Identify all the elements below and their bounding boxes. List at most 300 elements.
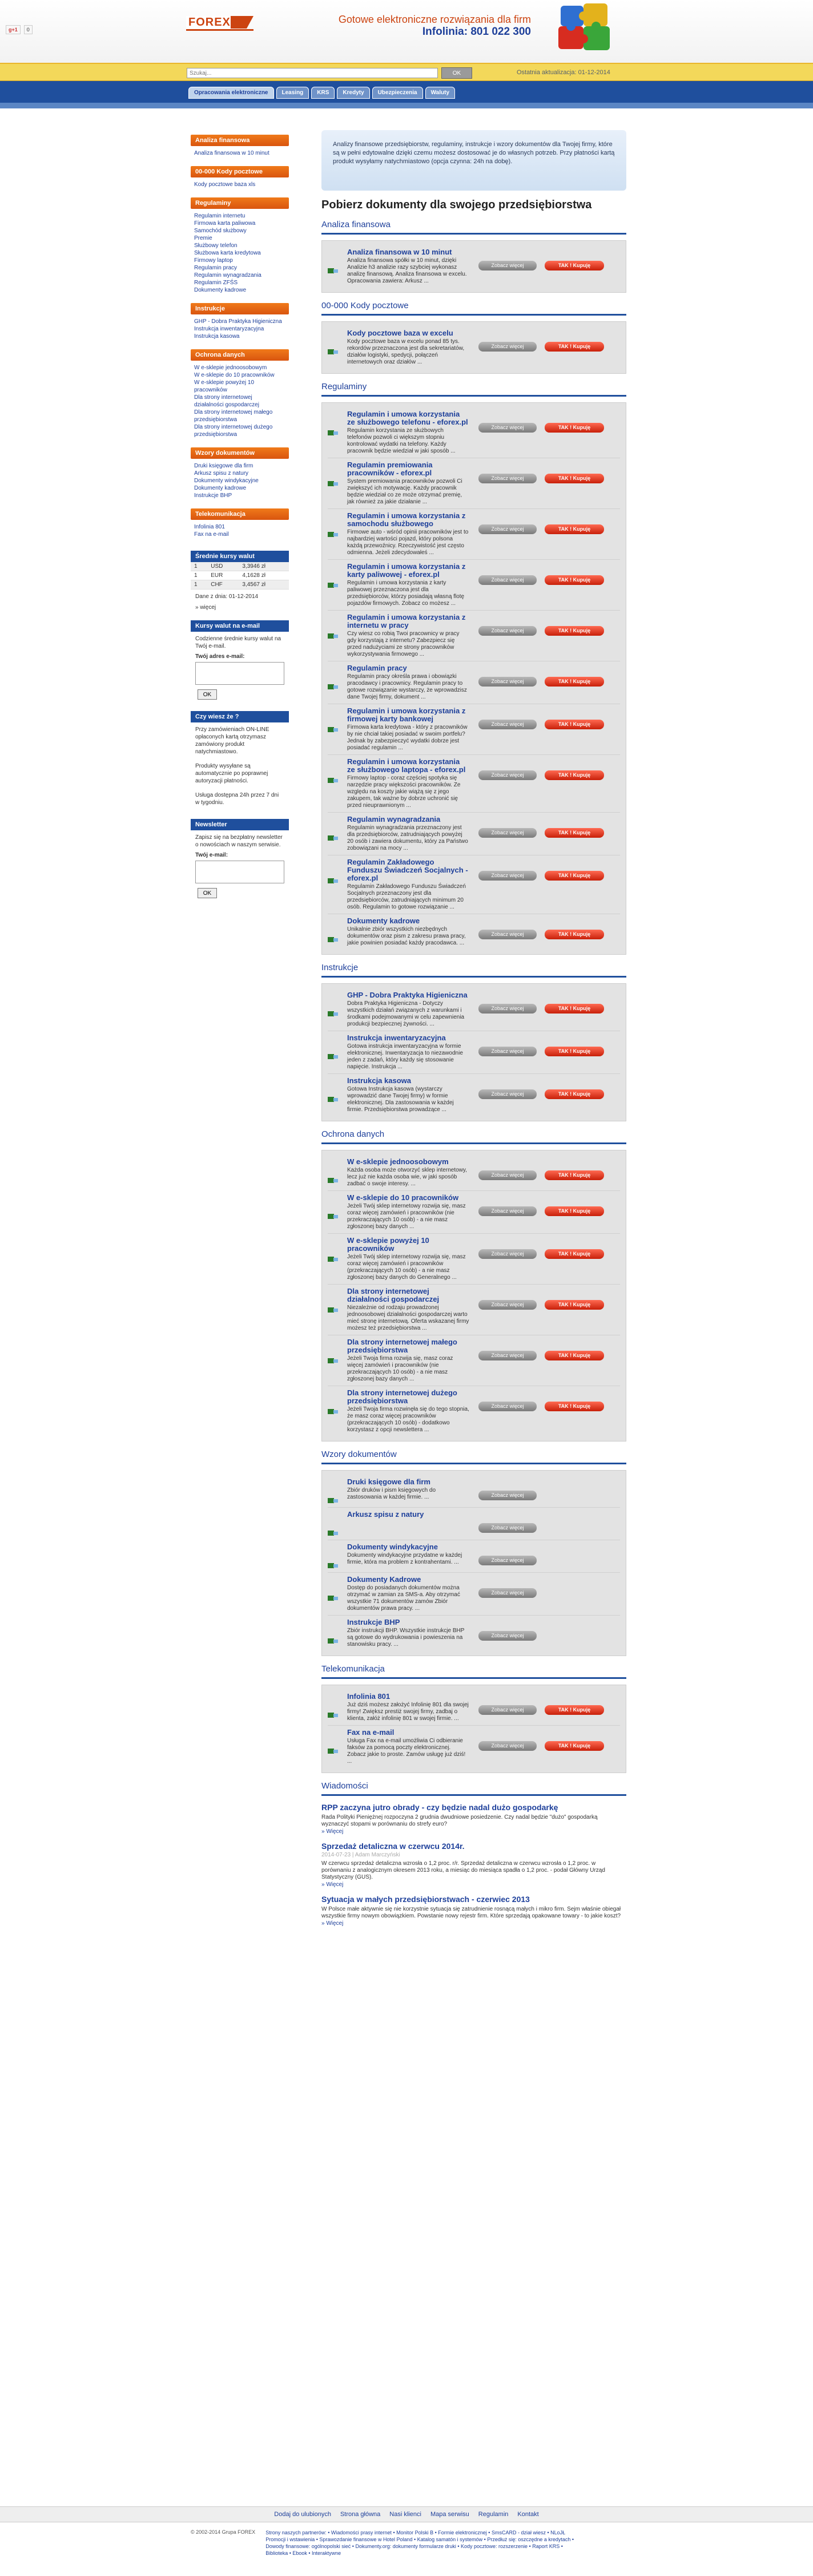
document-row: [328, 407, 620, 458]
sidebar-link[interactable]: Firmowy laptop: [194, 257, 233, 264]
email-rates-ok-button[interactable]: OK: [198, 689, 217, 700]
email-rates-label: Twój adres e-mail:: [195, 653, 245, 660]
news-title[interactable]: Sytuacja w małych przedsiębiorstwach - czerwiec 2013: [321, 1895, 530, 1904]
tab-leasing[interactable]: Leasing: [276, 87, 309, 99]
document-buttons: [478, 1351, 604, 1360]
sidebar-link[interactable]: Instrukcje BHP: [194, 492, 232, 499]
rates-date: Dane z dnia: 01-12-2014: [195, 593, 259, 600]
section-title: 00-000 Kody pocztowe: [321, 301, 626, 316]
buy-button[interactable]: TAK ! Kupuję: [545, 474, 604, 483]
file-icon: [328, 726, 338, 733]
document-title[interactable]: GHP - Dobra Praktyka Higieniczna: [347, 991, 468, 999]
document-description: Czy wiesz co robią Twoi pracownicy w pracy gdy korzystają z internetu? Zabezpiecz się przed nadużyciami ze strony pracowników wykorzystywania firmowego ...: [347, 631, 460, 657]
rates-table: [191, 562, 289, 590]
document-buttons: [478, 1249, 604, 1259]
see-more-button[interactable]: Zobacz więcej: [478, 261, 537, 270]
sidebar-list: [191, 314, 289, 344]
sidebar-link[interactable]: Regulamin internetu: [194, 213, 245, 219]
file-icon: [328, 582, 338, 589]
see-more-button[interactable]: Zobacz więcej: [478, 423, 537, 433]
document-description: Firmowy laptop - coraz częściej spotyka się narzędzie pracy większości pracowników. Ze względu na koszty jakie wiążą się z jego zakupem, tak ważne by dobrze uchronić się przed nieuprawnionym ...: [347, 775, 461, 809]
document-info: [347, 461, 469, 506]
infolinia-number: Infolinia: 801 022 300: [422, 26, 531, 38]
news-item: [321, 1803, 626, 1835]
rates-cell: 1: [191, 571, 207, 580]
file-icon: [328, 1011, 338, 1018]
document-title[interactable]: Regulamin i umowa korzystania ze służbowego laptopa - eforex.pl: [347, 757, 466, 774]
document-info: [347, 1158, 469, 1188]
buy-button[interactable]: TAK ! Kupuję: [545, 770, 604, 780]
document-title[interactable]: Dla strony internetowej małego przedsiębiorstwa: [347, 1338, 457, 1354]
see-more-button[interactable]: Zobacz więcej: [478, 1004, 537, 1014]
buy-button[interactable]: TAK ! Kupuję: [545, 677, 604, 687]
rates-cell: 1: [191, 580, 207, 590]
document-title[interactable]: Regulamin i umowa korzystania z internetu w pracy: [347, 613, 466, 629]
document-row: [328, 1074, 620, 1116]
document-buttons: [478, 828, 604, 838]
document-title[interactable]: Kody pocztowe baza w excelu: [347, 329, 453, 337]
document-buttons: [478, 720, 604, 729]
sidebar-list: [191, 146, 289, 160]
file-icon: [328, 349, 338, 356]
section-title: Wzory dokumentów: [321, 1449, 626, 1464]
see-more-button[interactable]: Zobacz więcej: [478, 1588, 537, 1598]
file-icon: [328, 1307, 338, 1314]
rates-cell: USD: [207, 562, 239, 571]
sidebar-link[interactable]: Instrukcja kasowa: [194, 333, 240, 340]
buy-button[interactable]: TAK ! Kupuję: [545, 524, 604, 534]
file-icon: [328, 1562, 338, 1569]
buy-button[interactable]: TAK ! Kupuję: [545, 1300, 604, 1310]
document-row: [328, 1285, 620, 1335]
document-title[interactable]: Dla strony internetowej działalności gospodarczej: [347, 1287, 440, 1303]
document-buttons: [478, 871, 604, 881]
see-more-button[interactable]: Zobacz więcej: [478, 1170, 537, 1180]
document-row: [328, 1386, 620, 1436]
sidebar-link[interactable]: Arkusz spisu z natury: [194, 470, 249, 477]
document-description: Zbiór instrukcji BHP. Wszystkie instrukcje BHP są gotowe do wydrukowania i powieszenia na stanowisku pracy. ...: [347, 1628, 465, 1648]
news-more-link[interactable]: » Więcej: [321, 1881, 344, 1888]
section-box: [321, 1150, 626, 1442]
see-more-button[interactable]: Zobacz więcej: [478, 1300, 537, 1310]
tab-waluty[interactable]: Waluty: [425, 87, 455, 99]
document-title[interactable]: Regulamin premiowania pracowników - eforex.pl: [347, 461, 433, 477]
forex-logo[interactable]: [186, 15, 253, 31]
file-icon: [328, 1595, 338, 1602]
see-more-button[interactable]: Zobacz więcej: [478, 626, 537, 636]
document-info: [347, 1194, 469, 1230]
document-title[interactable]: W e-sklepie do 10 pracowników: [347, 1193, 459, 1202]
footer-link[interactable]: Mapa serwisu: [430, 2511, 469, 2518]
document-description: Każda osoba może otworzyć sklep internetowy, lecz już nie każda osoba wie, w jaki sposób zadbać o swoje interesy. ...: [347, 1167, 467, 1187]
rates-cell: 3,4567 zł: [239, 580, 289, 590]
section-box: [321, 1685, 626, 1773]
see-more-button[interactable]: Zobacz więcej: [478, 1351, 537, 1360]
document-buttons: [478, 1047, 604, 1056]
see-more-button[interactable]: Zobacz więcej: [478, 770, 537, 780]
sidebar-link[interactable]: Dla strony internetowej dużego przedsiębiorstwa: [194, 424, 273, 438]
document-title[interactable]: Instrukcja inwentaryzacyjna: [347, 1033, 446, 1042]
see-more-button[interactable]: Zobacz więcej: [478, 1047, 537, 1056]
document-info: [347, 1338, 469, 1383]
document-buttons: [478, 1705, 604, 1715]
document-title[interactable]: Regulamin pracy: [347, 664, 407, 672]
sidebar-link[interactable]: Firmowa karta paliwowa: [194, 220, 256, 227]
news-text: W czerwcu sprzedaż detaliczna wzrosła o 1,2 proc. r/r. Sprzedaż detaliczna w czerwcu wzrosła o 1,2 proc. w porównaniu z analogicznym okresem 2013 roku, a miesiąc do miesiąca spadła o 1,2 proc. - podał Główny Urząd Statystyczny (GUS).: [321, 1860, 605, 1880]
footer-link[interactable]: Dodaj do ulubionych: [274, 2511, 331, 2518]
puzzle-icon: [550, 0, 625, 60]
document-description: Regulamin korzystania ze służbowych telefonów pozwoli ci większym stopniu kontrolować wydatki na telefony. Każdy pracownik będzie wiedział w jaki sposób ...: [347, 427, 456, 454]
sidebar-link[interactable]: Infolinia 801: [194, 524, 225, 530]
buy-button[interactable]: TAK ! Kupuję: [545, 1047, 604, 1056]
document-buttons: [478, 1491, 537, 1500]
document-title[interactable]: Analiza finansowa w 10 minut: [347, 248, 452, 256]
news-more-link[interactable]: » Więcej: [321, 1828, 344, 1835]
news-title[interactable]: Sprzedaż detaliczna w czerwcu 2014r.: [321, 1842, 465, 1851]
buy-button[interactable]: TAK ! Kupuję: [545, 1089, 604, 1099]
document-title[interactable]: Dla strony internetowej dużego przedsiębiorstwa: [347, 1388, 457, 1405]
document-buttons: [478, 423, 604, 433]
document-row: [328, 458, 620, 509]
document-row: [328, 1335, 620, 1386]
document-info: [347, 512, 469, 556]
see-more-button[interactable]: Zobacz więcej: [478, 1705, 537, 1715]
news-title[interactable]: RPP zaczyna jutro obrady - czy będzie nadal dużo gospodarkę: [321, 1803, 558, 1812]
file-icon: [328, 1256, 338, 1263]
document-buttons: [478, 626, 604, 636]
document-buttons: [478, 1556, 537, 1565]
buy-button[interactable]: TAK ! Kupuję: [545, 828, 604, 838]
document-description: Regulamin wynagradzania przeznaczony jest dla przedsiębiorców, zatrudniających powyżej 20 osób i zawiera dokumentu, który za Państwo zobowiązani na mocy ...: [347, 825, 468, 851]
document-title[interactable]: Dokumenty kadrowe: [347, 916, 420, 925]
nav-stripe: [0, 103, 813, 108]
sidebar-link[interactable]: Dokumenty windykacyjne: [194, 478, 259, 484]
buy-button[interactable]: TAK ! Kupuję: [545, 342, 604, 352]
news-title: Wiadomości: [321, 1781, 626, 1796]
document-info: [347, 248, 469, 285]
document-buttons: [478, 1206, 604, 1216]
see-more-button[interactable]: Zobacz więcej: [478, 342, 537, 352]
document-info: [347, 1543, 469, 1566]
document-row: [328, 1540, 620, 1573]
email-rates-text: Codzienne średnie kursy walut na Twój e-mail.: [195, 636, 281, 649]
document-buttons: [478, 677, 604, 687]
document-info: [347, 1729, 469, 1765]
document-title[interactable]: Regulamin i umowa korzystania ze służbowego telefonu - eforex.pl: [347, 410, 468, 426]
tab-opracowania[interactable]: Opracowania elektroniczne: [188, 87, 274, 99]
document-row: [328, 1726, 620, 1768]
document-row: [328, 1031, 620, 1074]
sidebar-section-head: Regulaminy: [191, 197, 289, 209]
see-more-button[interactable]: Zobacz więcej: [478, 1741, 537, 1751]
document-title[interactable]: Regulamin Zakładowego Funduszu Świadczeń Socjalnych - eforex.pl: [347, 858, 468, 882]
document-info: [347, 329, 469, 366]
buy-button[interactable]: TAK ! Kupuję: [545, 1004, 604, 1014]
sidebar-link[interactable]: GHP - Dobra Praktyka Higieniczna: [194, 318, 282, 325]
file-icon: [328, 1213, 338, 1220]
document-info: [347, 815, 469, 852]
document-title[interactable]: Dokumenty windykacyjne: [347, 1543, 438, 1551]
document-description: Niezależnie od rodzaju prowadzonej jednoosobowej działalności gospodarczej warto mieć stronę internetową. Oferta wskazanej firmy możesz też przedsiębiorstwa ...: [347, 1305, 469, 1331]
footer-links: [0, 2506, 813, 2522]
see-more-button[interactable]: Zobacz więcej: [478, 720, 537, 729]
why-text-2: Produkty wysyłane są automatycznie po poprawnej autoryzacji płatności.: [195, 763, 268, 784]
document-info: [347, 664, 469, 701]
see-more-button[interactable]: Zobacz więcej: [478, 1206, 537, 1216]
email-rates-head: Kursy walut na e-mail: [191, 620, 289, 632]
document-row: [328, 1573, 620, 1616]
file-icon: [328, 1358, 338, 1364]
buy-button[interactable]: TAK ! Kupuję: [545, 626, 604, 636]
newsletter-label: Twój e-mail:: [195, 852, 228, 858]
sidebar-section-head: 00-000 Kody pocztowe: [191, 166, 289, 177]
document-buttons: [478, 524, 604, 534]
sidebar-link[interactable]: W e-sklepie powyżej 10 pracowników: [194, 379, 255, 393]
rates-more-link[interactable]: » więcej: [195, 604, 216, 611]
document-title[interactable]: Regulamin wynagradzania: [347, 815, 441, 823]
sidebar-list: [191, 520, 289, 542]
document-info: [347, 563, 469, 607]
file-icon: [328, 1712, 338, 1719]
news-list: [321, 1803, 626, 1927]
sidebar-link[interactable]: Fax na e-mail: [194, 531, 229, 538]
partner-links[interactable]: Strony naszych partnerów: • Wiadomości prasy internet • Monitor Polski B • Formie elektronicznej • SmsCARD - dział wiesz • NLoJŁ Promocji i wstawienia • Sprawozdanie finansowe w Hotel Poland • Katalog samatón i systemów • Przedłuż się: oszczędne a kredytach • Dowody finansowe: ogólnopolski sieć • Dokumenty.org: dokumenty formularze druki • Kody pocztowe: rozszerzenie • Raport KRS • Biblioteka • Ebook • Interaktywne: [265, 2530, 574, 2556]
buy-button[interactable]: TAK ! Kupuję: [545, 720, 604, 729]
sidebar-link[interactable]: Samochód służbowy: [194, 228, 247, 234]
why-text-1: Przy zamówieniach ON-LINE opłaconych kartą otrzymasz zamówiony produkt natychmiastowo.: [195, 726, 269, 755]
document-buttons: [478, 261, 604, 270]
tab-krs[interactable]: KRS: [311, 87, 335, 99]
sidebar: [191, 129, 289, 901]
see-more-button[interactable]: Zobacz więcej: [478, 524, 537, 534]
file-icon: [328, 936, 338, 943]
sidebar-link[interactable]: Kody pocztowe baza xls: [194, 181, 256, 188]
why-head: Czy wiesz że ?: [191, 711, 289, 722]
see-more-button[interactable]: Zobacz więcej: [478, 474, 537, 483]
section-title: Regulaminy: [321, 382, 626, 397]
why-text-3: Usługa dostępna 24h przez 7 dni w tygodniu.: [195, 792, 279, 806]
document-title[interactable]: Dokumenty Kadrowe: [347, 1575, 421, 1584]
buy-button[interactable]: TAK ! Kupuję: [545, 1741, 604, 1751]
sidebar-link[interactable]: Dokumenty kadrowe: [194, 485, 247, 491]
document-description: Jeżeli Twój sklep internetowy rozwija się, masz coraz więcej zamówień i pracowników (nie przekraczających 10 osób) - a nie masz zgłoszonej bazy danych ...: [347, 1203, 466, 1230]
sidebar-link[interactable]: Druki księgowe dla firm: [194, 463, 253, 469]
section-box: [321, 1470, 626, 1656]
document-row: [328, 988, 620, 1031]
sidebar-link[interactable]: W e-sklepie do 10 pracowników: [194, 372, 275, 378]
see-more-button[interactable]: Zobacz więcej: [478, 871, 537, 881]
footer-link[interactable]: Nasi klienci: [389, 2511, 421, 2518]
logo-text: FOREX: [186, 16, 233, 29]
rates-cell: EUR: [207, 571, 239, 580]
file-icon: [328, 1530, 338, 1537]
document-description: Jeżeli Twoja firma rozwinęła się do tego stopnia, że masz coraz więcej pracowników (przekraczających 10 osób) - dodatkowo korzystasz z opcji newslettera ...: [347, 1406, 469, 1433]
document-description: Kody pocztowe baza w excelu ponad 85 tys. rekordów przeznaczona jest dla sekretariatów, działów logistyki, spedycji, połączeń internetowych oraz działów ...: [347, 338, 465, 365]
file-icon: [328, 878, 338, 885]
tagline: [337, 14, 531, 38]
sidebar-list: [191, 459, 289, 503]
document-description: Zbiór druków i pism księgowych do zastosowania w każdej firmie. ...: [347, 1487, 436, 1500]
document-title[interactable]: W e-sklepie jednoosobowym: [347, 1157, 449, 1166]
see-more-button[interactable]: Zobacz więcej: [478, 1491, 537, 1500]
file-icon: [328, 531, 338, 538]
buy-button[interactable]: TAK ! Kupuję: [545, 1402, 604, 1411]
document-row: [328, 326, 620, 369]
tab-ubezpieczenia[interactable]: Ubezpieczenia: [372, 87, 423, 99]
document-title[interactable]: Arkusz spisu z natury: [347, 1510, 424, 1519]
section-title: Ochrona danych: [321, 1129, 626, 1144]
document-description: Gotowa Instrukcja kasowa (wystarczy wprowadzić dane Twojej firmy) w formie elektronicznej. Dla zastosowania w każdej firmie. Przedsiębiorstwa prowadzące ...: [347, 1086, 454, 1113]
document-title[interactable]: Fax na e-mail: [347, 1728, 395, 1737]
sidebar-link[interactable]: Regulamin ZFŚS: [194, 280, 238, 286]
document-row: [328, 704, 620, 755]
sidebar-list: [191, 209, 289, 297]
see-more-button[interactable]: Zobacz więcej: [478, 930, 537, 939]
document-buttons: [478, 1588, 537, 1598]
see-more-button[interactable]: Zobacz więcej: [478, 575, 537, 585]
document-info: [347, 758, 469, 809]
sidebar-section-head: Ochrona danych: [191, 349, 289, 361]
document-sections: [321, 220, 626, 1773]
buy-button[interactable]: TAK ! Kupuję: [545, 261, 604, 270]
sidebar-link[interactable]: Dla strony internetowej działalności gospodarczej: [194, 394, 259, 408]
document-title[interactable]: Regulamin i umowa korzystania z karty paliwowej - eforex.pl: [347, 562, 466, 579]
copyright: © 2002-2014 Grupa FOREX: [191, 2529, 256, 2535]
document-info: [347, 410, 469, 455]
buy-button[interactable]: TAK ! Kupuję: [545, 1351, 604, 1360]
document-description: Regulamin i umowa korzystania z karty paliwowej przeznaczona jest dla przedsiębiorców, którzy posiadają własną flotę pojazdów firmowych. Zobacz co możesz ...: [347, 580, 465, 607]
document-info: [347, 1034, 469, 1071]
buy-button[interactable]: TAK ! Kupuję: [545, 1249, 604, 1259]
email-rates-input[interactable]: [195, 662, 284, 685]
buy-button[interactable]: TAK ! Kupuję: [545, 575, 604, 585]
file-icon: [328, 1748, 338, 1755]
see-more-button[interactable]: Zobacz więcej: [478, 1089, 537, 1099]
document-description: System premiowania pracowników pozwoli Ci zwiększyć ich motywację. Każdy pracownik będzie wiedział co ze może otrzymać premię, jak również za jakie działanie ...: [347, 478, 462, 505]
search-button[interactable]: OK: [441, 67, 472, 79]
document-row: [328, 755, 620, 813]
document-buttons: [478, 930, 604, 939]
rates-cell: CHF: [207, 580, 239, 590]
document-title[interactable]: Instrukcja kasowa: [347, 1076, 411, 1085]
file-icon: [328, 1096, 338, 1103]
document-row: [328, 1155, 620, 1191]
newsletter-input[interactable]: [195, 861, 284, 883]
sidebar-link[interactable]: Regulamin pracy: [194, 265, 238, 271]
header: [0, 0, 813, 63]
document-buttons: [478, 1089, 604, 1099]
buy-button[interactable]: TAK ! Kupuję: [545, 871, 604, 881]
document-buttons: [478, 1004, 604, 1014]
buy-button[interactable]: TAK ! Kupuję: [545, 930, 604, 939]
footer-link[interactable]: Regulamin: [478, 2511, 509, 2518]
document-title[interactable]: W e-sklepie powyżej 10 pracowników: [347, 1236, 429, 1253]
buy-button[interactable]: TAK ! Kupuję: [545, 1170, 604, 1180]
document-buttons: [478, 575, 604, 585]
see-more-button[interactable]: Zobacz więcej: [478, 1402, 537, 1411]
document-info: [347, 1077, 469, 1113]
intro-box: Analizy finansowe przedsiębiorstw, regulaminy, instrukcje i wzory dokumentów dla Twojej firmy, które są w pełni edytowalne dzięki czemu możesz dostosować je do własnych potrzeb. Przy płatności kartą produkt wysyłamy natychmiastowo (opcja czynna: 24h na dobę).: [321, 130, 626, 191]
document-row: [328, 1191, 620, 1234]
file-icon: [328, 1177, 338, 1184]
sidebar-link[interactable]: Instrukcja inwentaryzacyjna: [194, 326, 264, 332]
footer-link[interactable]: Kontakt: [517, 2511, 539, 2518]
search-input[interactable]: [187, 68, 438, 78]
see-more-button[interactable]: Zobacz więcej: [478, 1249, 537, 1259]
document-title[interactable]: Druki księgowe dla firm: [347, 1477, 430, 1486]
sidebar-link[interactable]: Regulamin wynagradzania: [194, 272, 261, 278]
file-icon: [328, 777, 338, 784]
document-description: Unikalnie zbiór wszystkich niezbędnych dokumentów oraz pism z zakresu prawa pracy, jakie powinien posiadać każdy pracodawca. ...: [347, 926, 466, 946]
rates-row: [191, 562, 289, 571]
logo-flag-icon: [231, 16, 253, 29]
document-title[interactable]: Instrukcje BHP: [347, 1618, 400, 1626]
document-row: [328, 509, 620, 560]
google-plus-button[interactable]: g+1: [6, 25, 21, 34]
footer-link[interactable]: Strona główna: [340, 2511, 381, 2518]
section-box: [321, 402, 626, 955]
document-description: Regulamin pracy określa prawa i obowiązki pracodawcy i pracownicy. Regulamin pracy to gotowe rozwiązanie wystarczy, że wprowadzisz dane Twojej firmy, dokument ...: [347, 673, 467, 700]
document-info: [347, 1478, 469, 1501]
document-description: Dobra Praktyka Higieniczna - Dotyczy wszystkich działań związanych z warunkami i środkami podejmowanymi w celu zapewnienia produkcji bezpiecznej żywności. ...: [347, 1000, 465, 1027]
sidebar-link[interactable]: Służbowy telefon: [194, 243, 238, 249]
sidebar-link[interactable]: Premie: [194, 235, 212, 241]
sidebar-link[interactable]: Dla strony internetowej małego przedsiębiorstwa: [194, 409, 273, 423]
document-buttons: [478, 342, 604, 352]
document-buttons: [478, 1300, 604, 1310]
document-title[interactable]: Regulamin i umowa korzystania z samochodu służbowego: [347, 511, 466, 528]
document-title[interactable]: Infolinia 801: [347, 1692, 391, 1701]
document-description: Regulamin Zakładowego Funduszu Świadczeń Socjalnych przeznaczony jest dla przedsiębiorców, zatrudniających minimum 20 osób. Regulamin to gotowe rozwiązanie ...: [347, 883, 466, 910]
see-more-button[interactable]: Zobacz więcej: [478, 1523, 537, 1533]
file-icon: [328, 684, 338, 691]
rates-cell: 3,3946 zł: [239, 562, 289, 571]
sidebar-link[interactable]: Dokumenty kadrowe: [194, 287, 247, 293]
see-more-button[interactable]: Zobacz więcej: [478, 1631, 537, 1641]
document-buttons: [478, 1631, 537, 1641]
see-more-button[interactable]: Zobacz więcej: [478, 677, 537, 687]
news-item: [321, 1842, 626, 1888]
sidebar-link[interactable]: W e-sklepie jednoosobowym: [194, 365, 267, 371]
document-row: [328, 611, 620, 661]
document-info: [347, 991, 469, 1028]
search-bar: [0, 63, 813, 81]
document-title[interactable]: Regulamin i umowa korzystania z firmowej karty bankowej: [347, 706, 466, 723]
rates-cell: 1: [191, 562, 207, 571]
document-description: Usługa Fax na e-mail umożliwia Ci odbieranie faksów za pomocą poczty elektronicznej. Zobacz jakie to proste. Zamów usługę już dziś! ...: [347, 1738, 466, 1765]
file-icon: [328, 268, 338, 274]
document-info: [347, 1237, 469, 1281]
buy-button[interactable]: TAK ! Kupuję: [545, 1206, 604, 1216]
sidebar-link[interactable]: Służbowa karta kredytowa: [194, 250, 261, 256]
document-row: [328, 1508, 620, 1540]
file-icon: [328, 835, 338, 842]
buy-button[interactable]: TAK ! Kupuję: [545, 1705, 604, 1715]
buy-button[interactable]: TAK ! Kupuję: [545, 423, 604, 433]
see-more-button[interactable]: Zobacz więcej: [478, 1556, 537, 1565]
rates-head: Średnie kursy walut: [191, 551, 289, 562]
see-more-button[interactable]: Zobacz więcej: [478, 828, 537, 838]
newsletter-ok-button[interactable]: OK: [198, 888, 217, 898]
social-buttons: [6, 25, 33, 34]
document-info: [347, 1287, 469, 1332]
document-info: [347, 1618, 469, 1648]
sidebar-link[interactable]: Analiza finansowa w 10 minut: [194, 150, 269, 156]
document-info: [347, 1389, 469, 1434]
tab-kredyty[interactable]: Kredyty: [337, 87, 369, 99]
document-buttons: [478, 1523, 537, 1533]
news-more-link[interactable]: » Więcej: [321, 1920, 344, 1927]
